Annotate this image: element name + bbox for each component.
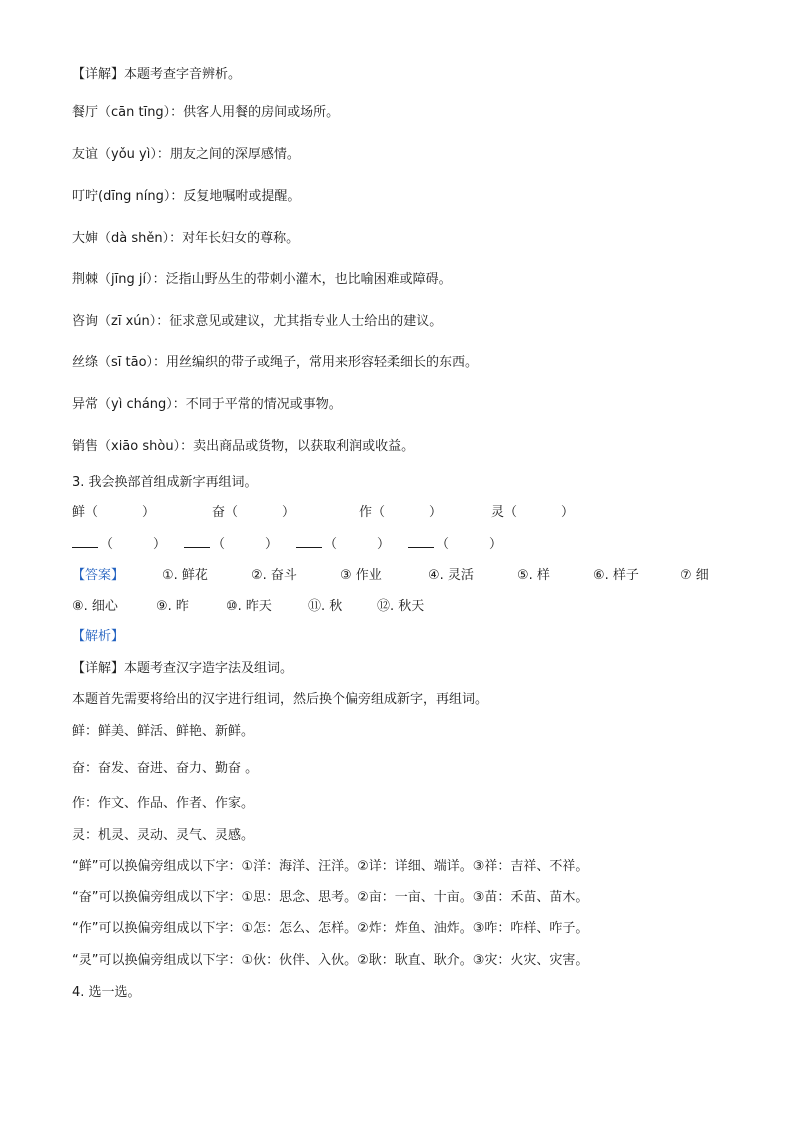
pinyin-item: 丝绦（sī tāo）：用丝编织的带子或绳子，常用来形容轻柔细长的东西。 bbox=[72, 355, 479, 370]
pinyin-item: 销售（xiāo shòu）：卖出商品或货物，以获取利润或收益。 bbox=[72, 439, 415, 454]
blank-slot[interactable]: （ ） bbox=[72, 535, 166, 554]
pinyin-item: 叮咛(dīng níng）：反复地嘱咐或提醒。 bbox=[72, 189, 301, 204]
char-slot: 作（ ） bbox=[359, 505, 443, 520]
pinyin-item: 咨询（zī xún）：征求意见或建议，尤其指专业人士给出的建议。 bbox=[72, 314, 443, 329]
radical-line: “作”可以换偏旁组成以下字：①怎：怎么、怎样。②炸：炸鱼、油炸。③咋：咋样、咋子。 bbox=[72, 921, 589, 936]
answer-item: ①. 鲜花 bbox=[162, 568, 208, 583]
word-group: 鲜：鲜美、鲜活、鲜艳、新鲜。 bbox=[72, 724, 255, 739]
pinyin-item: 餐厅（cān tīng）：供客人用餐的房间或场所。 bbox=[72, 105, 340, 120]
answer-item: ⑩. 昨天 bbox=[226, 599, 272, 614]
pinyin-item: 荆棘（jīng jí）：泛指山野丛生的带刺小灌木，也比喻困难或障碍。 bbox=[72, 272, 452, 287]
answer-item: ⑧. 细心 bbox=[72, 599, 118, 614]
pinyin-item: 大婶（dà shěn）：对年长妇女的尊称。 bbox=[72, 231, 300, 246]
char-slot: 鲜（ ） bbox=[72, 505, 156, 520]
word-group: 灵：机灵、灵动、灵气、灵感。 bbox=[72, 828, 255, 843]
answer-label: 【答案】 bbox=[72, 568, 125, 583]
explanation-heading: 【详解】本题考查字音辨析。 bbox=[72, 67, 242, 82]
analysis-label: 【解析】 bbox=[72, 629, 125, 644]
word-group: 作：作文、作品、作者、作家。 bbox=[72, 796, 255, 811]
char-slot: 奋（ ） bbox=[212, 505, 296, 520]
answer-item: ⑤. 样 bbox=[517, 568, 550, 583]
char-slot: 灵（ ） bbox=[491, 505, 575, 520]
blank-slot[interactable]: （ ） bbox=[408, 535, 502, 554]
pinyin-item: 异常（yì cháng）：不同于平常的情况或事物。 bbox=[72, 397, 342, 412]
blank-slot[interactable]: （ ） bbox=[184, 535, 278, 554]
answer-item: ③ 作业 bbox=[340, 568, 382, 583]
pinyin-item: 友谊（yǒu yì）：朋友之间的深厚感情。 bbox=[72, 147, 300, 162]
analysis-heading: 【详解】本题考查汉字造字法及组词。 bbox=[72, 661, 294, 676]
question-4-title: 4. 选一选。 bbox=[72, 985, 141, 1000]
answer-item: ②. 奋斗 bbox=[251, 568, 297, 583]
answer-item: ⑨. 昨 bbox=[156, 599, 189, 614]
radical-line: “鲜”可以换偏旁组成以下字：①洋：海洋、汪洋。②详：详细、端详。③祥：吉祥、不祥。 bbox=[72, 859, 589, 874]
radical-line: “灵”可以换偏旁组成以下字：①伙：伙伴、入伙。②耿：耿直、耿介。③灾：火灾、灾害。 bbox=[72, 953, 589, 968]
analysis-intro: 本题首先需要将给出的汉字进行组词，然后换个偏旁组成新字，再组词。 bbox=[72, 692, 489, 707]
answer-item: ⑦ 细 bbox=[680, 568, 709, 583]
answer-item: ⑥. 样子 bbox=[593, 568, 639, 583]
answer-item: ④. 灵活 bbox=[428, 568, 474, 583]
answer-item: ⑪. 秋 bbox=[308, 599, 343, 614]
blank-slot[interactable]: （ ） bbox=[296, 535, 390, 554]
word-group: 奋：奋发、奋进、奋力、勤奋 。 bbox=[72, 761, 259, 776]
question-3-title: 3. 我会换部首组成新字再组词。 bbox=[72, 475, 258, 490]
answer-item: ⑫. 秋天 bbox=[377, 599, 425, 614]
radical-line: “奋”可以换偏旁组成以下字：①思：思念、思考。②亩：一亩、十亩。③苗：禾苗、苗木。 bbox=[72, 890, 589, 905]
